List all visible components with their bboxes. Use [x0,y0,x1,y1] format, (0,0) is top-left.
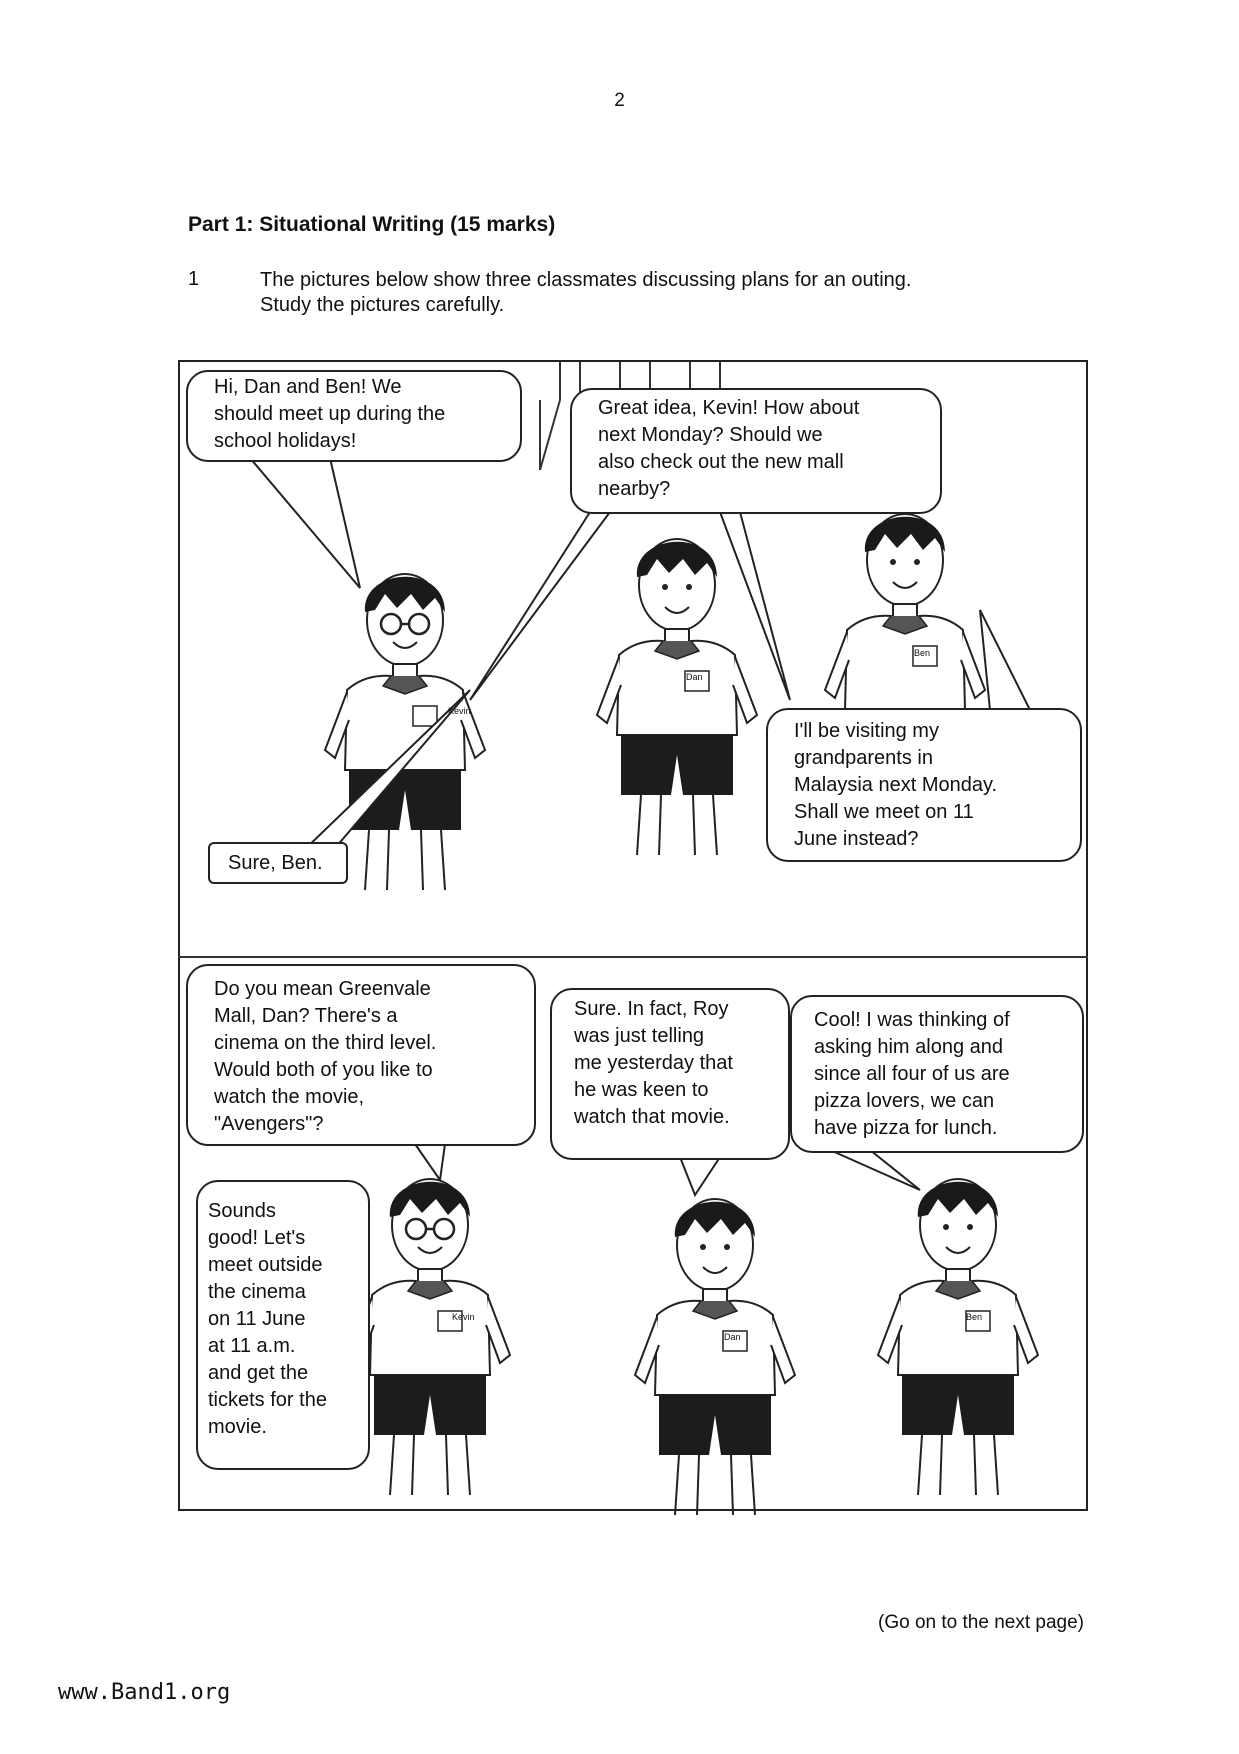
kevin-figure [350,1179,510,1495]
bubble-line: since all four of us are [814,1063,1010,1085]
page-number: 2 [614,90,625,111]
speech-bubble-kevin [186,964,536,1146]
bubble-line: nearby? [598,478,671,500]
bubble-line: Mall, Dan? There's a [214,1005,398,1027]
bubble-line: also check out the new mall [598,451,844,473]
bubble-line: "Avengers"? [214,1113,324,1135]
dan-figure [635,1199,795,1515]
name-tag: Kevin [452,1312,475,1322]
bubble-line: on 11 June [208,1308,306,1330]
bubble-line: Do you mean Greenvale [214,978,431,1000]
bubble-line: Shall we meet on 11 [794,801,974,823]
bubble-line: me yesterday that [574,1052,733,1074]
bubble-line: and get the [208,1362,309,1384]
bubble-line: he was keen to [574,1079,709,1101]
speech-bubble-ben [766,708,1082,862]
bubble-line: meet outside [208,1254,323,1276]
bubble-line: cinema on the third level. [214,1032,437,1054]
bubble-line: school holidays! [214,430,357,452]
bubble-line: watch the movie, [214,1086,365,1108]
bubble-line: tickets for the [208,1389,327,1411]
bubble-line: asking him along and [814,1036,1004,1058]
watermark: www.Band1.org [52,1678,236,1707]
bubble-line: Malaysia next Monday. [794,774,998,796]
bubble-line: June instead? [794,828,919,850]
question-text-line: The pictures below show three classmates discussing plans for an outing. [260,269,912,291]
bubble-line: Hi, Dan and Ben! We [214,376,402,398]
speech-bubble-kevin [186,370,522,462]
bubble-line: at 11 a.m. [208,1335,296,1357]
bubble-line: Sure. In fact, Roy [574,998,729,1020]
bubble-line: movie. [208,1416,267,1438]
bubble-line: Sounds [208,1200,276,1222]
speech-bubble-dan [570,388,942,514]
ben-figure [878,1179,1038,1495]
bubble-line: have pizza for lunch. [814,1117,998,1139]
reply-box-kevin [208,842,348,884]
name-tag: Ben [914,648,931,658]
bubble-line: Cool! I was thinking of [814,1009,1010,1031]
bubble-line: the cinema [208,1281,306,1303]
bubble-line: next Monday? Should we [598,424,823,446]
speech-bubble-ben [790,995,1084,1153]
speech-bubble-dan [550,988,790,1160]
bubble-line: was just telling [574,1025,705,1047]
bubble-line: Would both of you like to [214,1059,433,1081]
name-tag: Dan [724,1332,741,1342]
bubble-line: Sure, Ben. [228,852,323,874]
question-number: 1 [188,268,200,290]
part-heading: Part 1: Situational Writing (15 marks) [188,213,556,236]
dan-figure [597,539,757,855]
name-tag: Kevin [448,706,471,716]
bubble-line: grandparents in [794,747,933,769]
question-text-line: Study the pictures carefully. [260,294,505,316]
footer-next-page: (Go on to the next page) [878,1612,1084,1633]
speech-bubble-kevin-reply [196,1180,370,1470]
bubble-line: I'll be visiting my [794,720,939,742]
bubble-line: good! Let's [208,1227,306,1249]
name-tag: Ben [966,1312,983,1322]
bubble-line: Great idea, Kevin! How about [598,397,860,419]
name-tag: Dan [686,672,703,682]
kevin-figure [325,574,485,890]
bubble-line: should meet up during the [214,403,446,425]
bubble-line: watch that movie. [574,1106,730,1128]
bubble-line: pizza lovers, we can [814,1090,995,1112]
